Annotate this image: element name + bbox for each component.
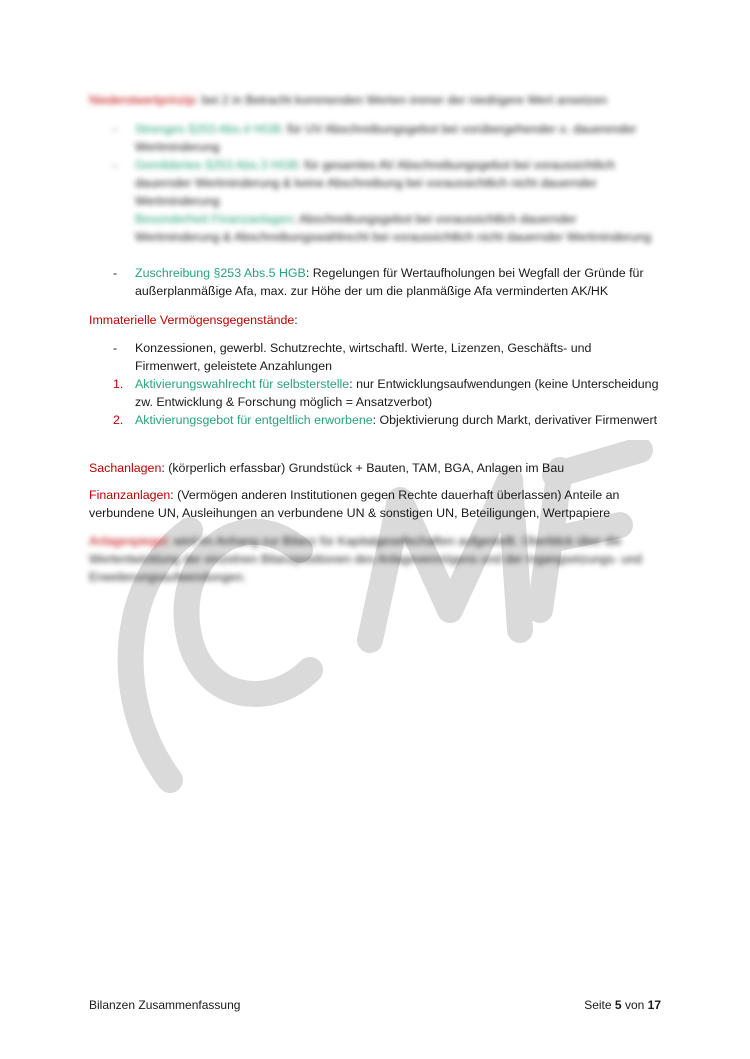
heading-colon: : <box>294 313 298 327</box>
term-strenges: Strenges §253 Abs.4 HGB <box>135 122 281 136</box>
page-mid: von <box>624 998 645 1012</box>
list-item <box>113 120 658 156</box>
list-item <box>113 156 658 210</box>
list-item <box>113 411 658 447</box>
list-item <box>113 339 658 375</box>
footer-page-number <box>584 998 661 1012</box>
list-item <box>113 264 658 300</box>
heading-immaterielle <box>89 311 659 329</box>
footer-title: Bilanzen Zusammenfassung <box>89 998 241 1012</box>
paragraph-niederstwertprinzip <box>89 91 659 109</box>
list-marker: - <box>113 158 118 172</box>
list-marker: - <box>113 122 118 136</box>
list-text: : Abschreibungsgebot bei voraussichtlich dauernder Wertminderung & Abschreibungswahlrecht bei voraussichtlich nicht dauernder Wertminderung <box>135 212 652 244</box>
term-anlagespiegel: Anlagespiegel <box>89 534 167 548</box>
list-text: : nur Entwicklungsaufwendungen (keine Unterscheidung zw. Entwicklung & Forschung möglich = Ansatzverbot) <box>135 377 659 409</box>
list-marker: - <box>113 341 118 355</box>
paragraph-anlagespiegel <box>89 532 659 586</box>
paragraph-sachanlagen <box>89 459 659 477</box>
term-sachanlagen: Sachanlagen <box>89 461 162 475</box>
term-zuschreibung: Zuschreibung §253 Abs.5 HGB <box>135 266 306 280</box>
text-niederstwertprinzip: : bei 2 in Betracht kommenden Werten immer der niedrigere Wert ansetzen <box>195 93 608 107</box>
text-finanzanlagen: : (Vermögen anderen Institutionen gegen Rechte dauerhaft überlassen) Anteile an verbundene UN, Ausleihungen an verbundene UN & sonstigen UN, Beteiligungen, Wertpapiere <box>89 488 620 520</box>
term-aktivierungsgebot: Aktivierungsgebot für entgeltlich erworbene <box>135 413 373 427</box>
list-text: : für gesamtes AV Abschreibungsgebot bei voraussichtlich dauernder Wertminderung & keine Abschreibung bei voraussichtlich nicht dauernder Wertminderung <box>135 158 615 208</box>
list-text: : für UV Abschreibungsgebot bei vorübergehender o. dauerender Wertminderung <box>135 122 637 154</box>
list-text: : Regelungen für Wertaufholungen bei Wegfall der Gründe für außerplanmäßige Afa, max. zur Höhe der um die planmäßige Afa verminderten AK/HK <box>135 266 644 298</box>
list-item <box>113 210 658 264</box>
page-total: 17 <box>647 998 661 1012</box>
page-prefix: Seite <box>584 998 612 1012</box>
term-gemildertes: Gemildertes §253 Abs.3 HGB <box>135 158 298 172</box>
list-marker: 1. <box>113 377 124 391</box>
term-niederstwertprinzip: Niederstwertprinzip <box>89 93 196 107</box>
page-current: 5 <box>614 998 622 1012</box>
term-aktivierungswahlrecht: Aktivierungswahlrecht für selbsterstelle <box>135 377 350 391</box>
term-finanzanlagen: Finanzanlagen <box>89 488 171 502</box>
list-item <box>113 375 658 411</box>
paragraph-finanzanlagen <box>89 486 659 522</box>
list-text: Konzessionen, gewerbl. Schutzrechte, wirtschaftl. Werte, Lizenzen, Geschäfts- und Firmenwert, geleistete Anzahlungen <box>135 341 592 373</box>
text-sachanlagen: : (körperlich erfassbar) Grundstück + Bauten, TAM, BGA, Anlagen im Bau <box>161 461 565 475</box>
list-text: : Objektivierung durch Markt, derivativer Firmenwert <box>372 413 658 427</box>
text-anlagespiegel: : wird im Anhang zur Bilanz für Kapitalgesellschaften aufgestellt. Überblick über die Wertentwicklung der einzelnen Bilanzpositionen des Anlagevermögens und der Ingangsetzungs- und Erweiterungsaufwendungen. <box>89 534 642 584</box>
list-marker: 2. <box>113 413 124 427</box>
term-immaterielle: Immaterielle Vermögensgegenstände <box>89 313 295 327</box>
list-marker: - <box>113 266 118 280</box>
term-finanzanlagen-besonderheit: Besonderheit Finanzanlagen <box>135 212 293 226</box>
